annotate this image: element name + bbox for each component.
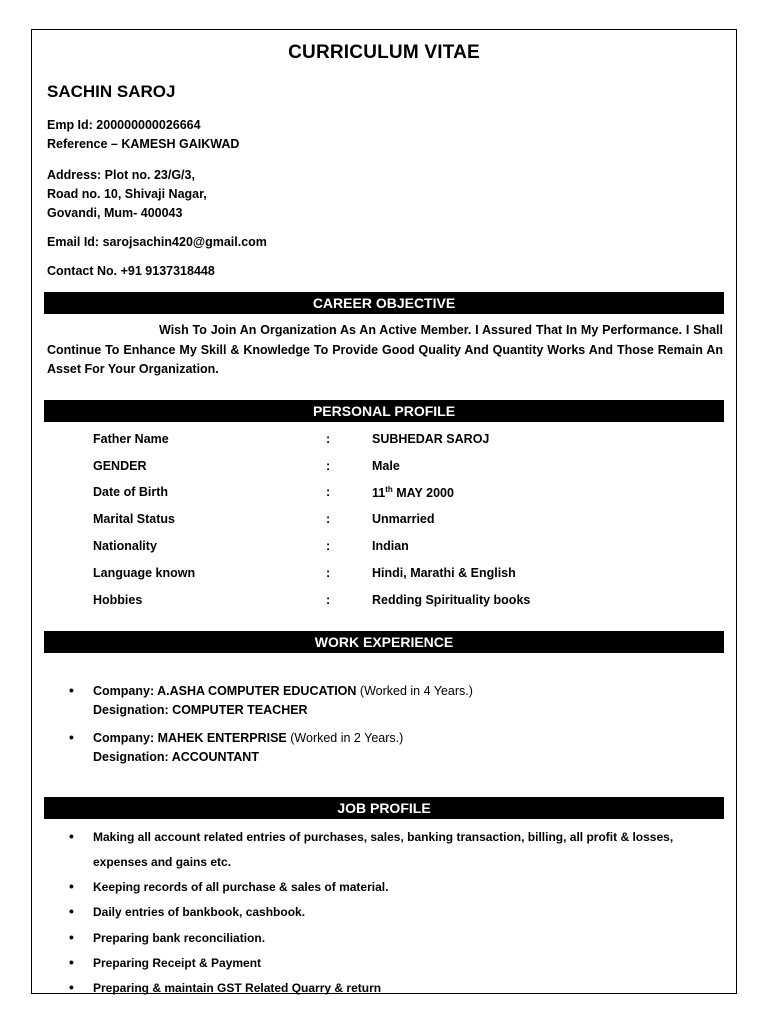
dob-day: 11 <box>372 486 386 501</box>
profile-value: Male <box>372 459 400 473</box>
section-personal-profile: PERSONAL PROFILE <box>44 400 724 422</box>
bullet-icon: • <box>69 979 74 995</box>
candidate-name: SACHIN SAROJ <box>47 82 176 101</box>
job-profile-item: Making all account related entries of purchases, sales, banking transaction, billing, all profit & losses, expenses and gains etc. <box>93 830 674 869</box>
profile-separator: : <box>326 485 331 499</box>
objective-rest: I Shall Continue To Enhance My Skill & Knowledge To Provide Good Quality And Quantity Works And Those Remain An Asset For Your Organization. <box>47 323 723 376</box>
profile-row <box>93 485 693 505</box>
job-profile-item: Preparing Receipt & Payment <box>93 956 262 970</box>
work-experience-item <box>93 682 473 720</box>
career-objective-text <box>47 321 723 380</box>
job-profile-item: Keeping records of all purchase & sales of material. <box>93 880 389 894</box>
document-title: CURRICULUM VITAE <box>288 42 480 63</box>
address-line-1: Address: Plot no. 23/G/3, <box>47 168 195 182</box>
profile-row <box>93 593 693 613</box>
profile-value: Indian <box>372 539 409 553</box>
profile-label: Nationality <box>93 539 157 553</box>
profile-row <box>93 539 693 559</box>
profile-separator: : <box>326 566 331 580</box>
reference: Reference – KAMESH GAIKWAD <box>47 137 240 151</box>
designation: Designation: ACCOUNTANT <box>93 750 259 764</box>
profile-label: Father Name <box>93 432 169 446</box>
bullet-icon: • <box>69 878 74 894</box>
profile-separator: : <box>326 459 331 473</box>
job-profile-item: Preparing & maintain GST Related Quarry & return <box>93 981 382 995</box>
profile-separator: : <box>326 539 331 553</box>
profile-separator: : <box>326 432 331 446</box>
objective-first-line: Wish To Join An Organization As An Active Member. I Assured That In My Performance. <box>159 323 683 337</box>
profile-row <box>93 459 693 479</box>
section-job-profile: JOB PROFILE <box>44 797 724 819</box>
profile-row <box>93 566 693 586</box>
profile-row <box>93 432 693 452</box>
email: Email Id: sarojsachin420@gmail.com <box>47 235 267 249</box>
profile-value: Redding Spirituality books <box>372 593 531 607</box>
dob-suffix: th <box>385 485 393 494</box>
job-profile-item: Daily entries of bankbook, cashbook. <box>93 905 306 919</box>
work-experience-item <box>93 729 403 767</box>
profile-separator: : <box>326 593 331 607</box>
job-profile-item: Preparing bank reconciliation. <box>93 931 266 945</box>
bullet-icon: • <box>69 682 74 698</box>
bullet-icon: • <box>69 954 74 970</box>
profile-label: Language known <box>93 566 196 580</box>
profile-value: Hindi, Marathi & English <box>372 566 516 580</box>
profile-value <box>372 485 454 500</box>
bullet-icon: • <box>69 729 74 745</box>
bullet-icon: • <box>69 929 74 945</box>
company-name: Company: A.ASHA COMPUTER EDUCATION <box>93 684 357 698</box>
bullet-icon: • <box>69 828 74 844</box>
profile-label: Marital Status <box>93 512 175 526</box>
profile-value: Unmarried <box>372 512 435 526</box>
profile-row <box>93 512 693 532</box>
profile-label: GENDER <box>93 459 147 473</box>
work-duration: (Worked in 2 Years.) <box>286 731 404 745</box>
company-name: Company: MAHEK ENTERPRISE <box>93 731 287 745</box>
designation: Designation: COMPUTER TEACHER <box>93 703 308 717</box>
emp-id: Emp Id: 200000000026664 <box>47 118 201 132</box>
section-career-objective: CAREER OBJECTIVE <box>44 292 724 314</box>
contact-number: Contact No. +91 9137318448 <box>47 264 215 278</box>
profile-label: Hobbies <box>93 593 143 607</box>
profile-separator: : <box>326 512 331 526</box>
work-duration: (Worked in 4 Years.) <box>356 684 473 698</box>
address-line-2: Road no. 10, Shivaji Nagar, <box>47 187 207 201</box>
address-line-3: Govandi, Mum- 400043 <box>47 206 183 220</box>
profile-value: SUBHEDAR SAROJ <box>372 432 490 446</box>
profile-label: Date of Birth <box>93 485 168 499</box>
dob-rest: MAY 2000 <box>392 486 454 501</box>
section-work-experience: WORK EXPERIENCE <box>44 631 724 653</box>
bullet-icon: • <box>69 903 74 919</box>
